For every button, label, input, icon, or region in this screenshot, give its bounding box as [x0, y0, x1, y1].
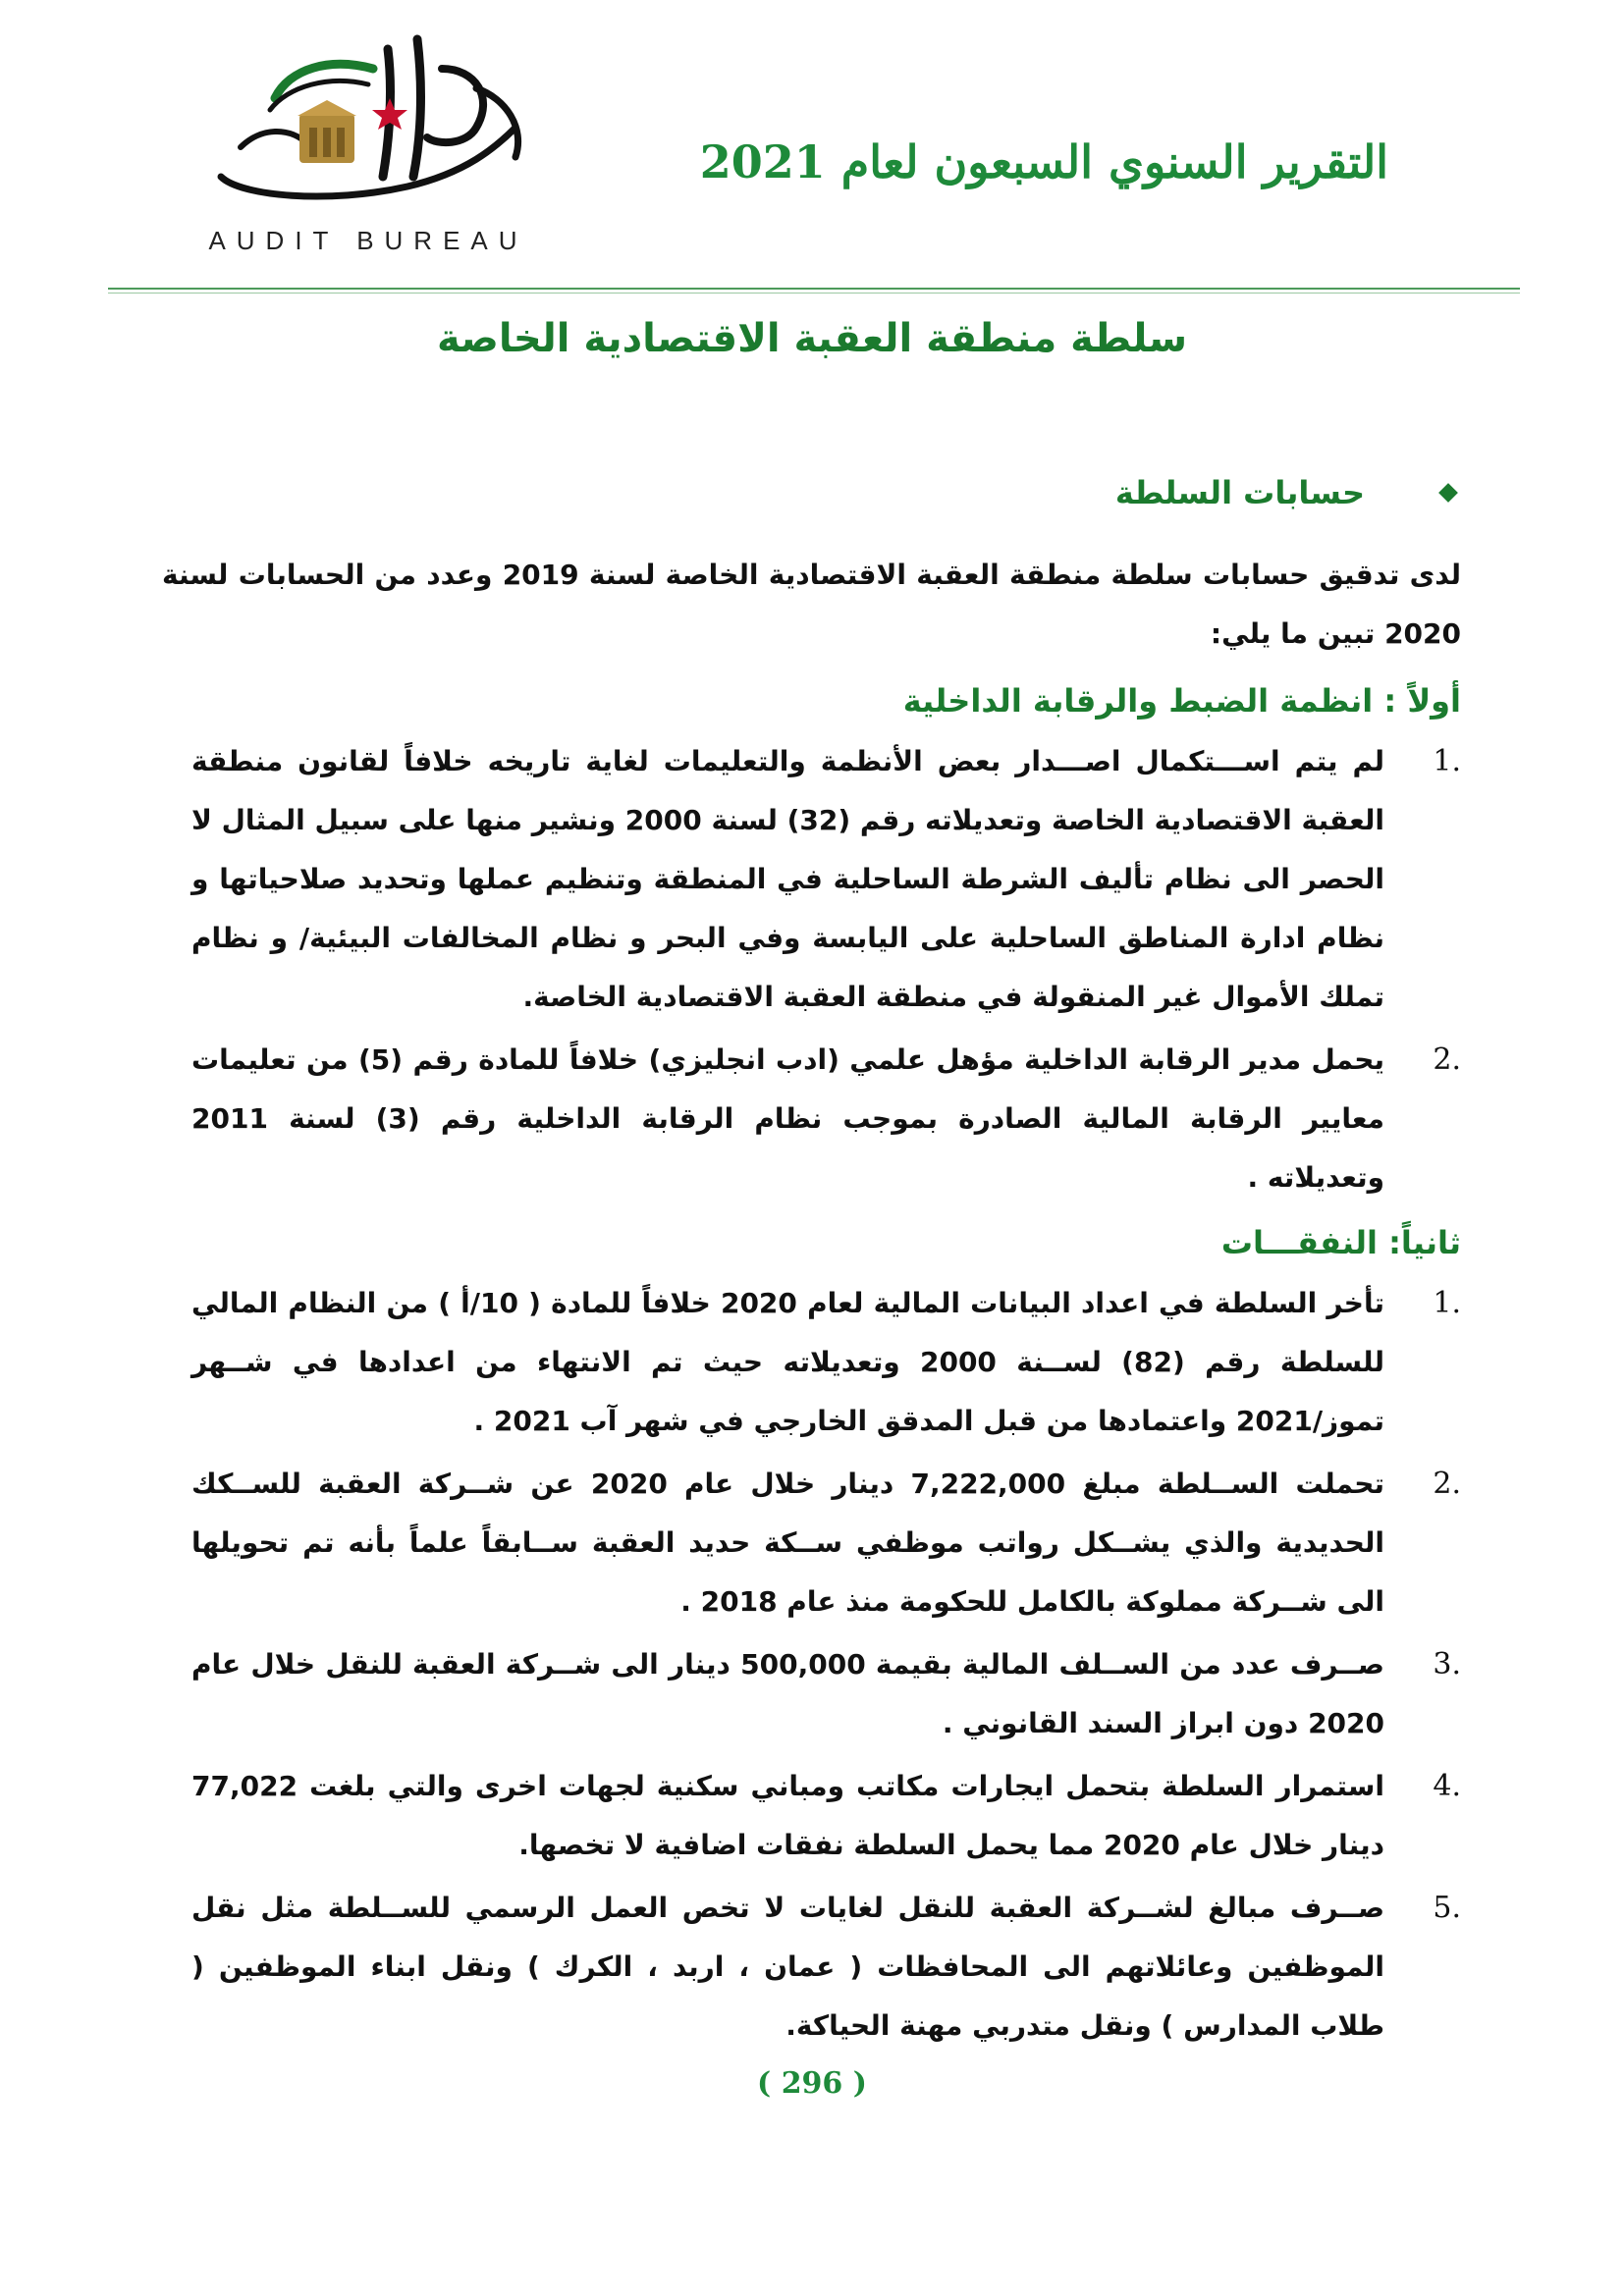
item-text: يحمل مدير الرقابة الداخلية مؤهل علمي (ادب انجليزي) خلافاً للمادة رقم (5) من تعليمات معايير الرقابة المالية الصادرة بموجب نظام الرقابة الداخلية رقم (3) لسنة 2011 وتعديلاته .: [191, 1043, 1384, 1194]
item-number: .2: [1433, 1467, 1461, 1501]
page-title: سلطة منطقة العقبة الاقتصادية الخاصة: [436, 316, 1188, 361]
item-text: صــرف مبالغ لشــركة العقبة للنقل لغايات لا تخص العمل الرسمي للســلطة مثل نقل الموظفين وعائلاتهم الى المحافظات ( عمان ، اربد ، الكرك ) ونقل ابناء الموظفين ( طلاب المدارس ) ونقل متدربي مهنة الحياكة.: [191, 1892, 1384, 2042]
part2-list: [162, 1274, 1461, 2056]
document-body: [162, 461, 1461, 2059]
logo-latin-text: AUDIT BUREAU: [208, 226, 528, 255]
item-text: لم يتم اســـتكمال اصـــدار بعض الأنظمة والتعليمات لغاية تاريخه خلافاً لقانون منطقة العقبة الاقتصادية الخاصة وتعديلاته رقم (32) لسنة 2000 ونشير منها على سبيل المثال لا الحصر الى نظام تأليف الشرطة الساحلية في المنطقة وتنظيم عملها وتحديد صلاحياتها و نظام ادارة المناطق الساحلية على اليابسة وفي البحر و نظام المخالفات البيئية/ و نظام تملك الأموال غير المنقولة في منطقة العقبة الاقتصادية الخاصة.: [191, 745, 1384, 1013]
audit-bureau-logo: [182, 29, 555, 265]
list-item: [162, 1455, 1461, 1631]
list-item: [162, 1274, 1461, 1451]
item-number: .1: [1433, 744, 1461, 778]
header-divider-thin: [108, 293, 1520, 294]
item-number: .2: [1433, 1042, 1461, 1077]
item-number: .1: [1433, 1286, 1461, 1320]
item-text: استمرار السلطة بتحمل ايجارات مكاتب ومباني سكنية لجهات اخرى والتي بلغت 77,022 دينار خلال عام 2020 مما يحمل السلطة نفقات اضافية لا تخصها.: [191, 1770, 1384, 1861]
diamond-bullet-icon: [1438, 483, 1458, 503]
item-text: تأخر السلطة في اعداد البيانات المالية لعام 2020 خلافاً للمادة ( 10/أ ) من النظام المالي للسلطة رقم (82) لســنة 2000 وتعديلاته حيث تم الانتهاء من اعدادها في شــهر تموز/2021 واعتمادها من قبل المدقق الخارجي في شهر آب 2021 .: [191, 1287, 1385, 1437]
part2-heading: ثانياً: النفقـــات: [1220, 1224, 1461, 1261]
list-item: [162, 1757, 1461, 1875]
part1-heading: أولاً : انظمة الضبط والرقابة الداخلية: [902, 682, 1461, 720]
page-number: ( 296 ): [757, 2066, 867, 2101]
item-number: .4: [1433, 1769, 1461, 1803]
list-item: [162, 1879, 1461, 2056]
section-heading: [162, 461, 1455, 524]
item-number: .3: [1433, 1647, 1461, 1682]
item-text: صــرف عدد من الســلف المالية بقيمة 500,000 دينار الى شــركة العقبة للنقل خلال عام 2020 دون ابراز السند القانوني .: [191, 1648, 1384, 1739]
part1-list: [162, 732, 1461, 1207]
list-item: [162, 732, 1461, 1027]
item-text: تحملت الســلطة مبلغ 7,222,000 دينار خلال عام 2020 عن شــركة العقبة للســكك الحديدية والذي يشــكل رواتب موظفي ســكة حديد العقبة ســابقاً علماً بأنه تم تحويلها الى شــركة مملوكة بالكامل للحكومة منذ عام 2018 .: [191, 1468, 1385, 1618]
list-item: [162, 1635, 1461, 1753]
logo-emblem-icon: [182, 29, 555, 226]
section-heading-text: حسابات السلطة: [1114, 474, 1365, 511]
list-item: [162, 1031, 1461, 1207]
item-number: .5: [1433, 1891, 1461, 1925]
header-divider: [108, 288, 1520, 290]
report-title: التقرير السنوي السبعون لعام 2021: [699, 135, 1388, 188]
intro-paragraph: لدى تدقيق حسابات سلطة منطقة العقبة الاقتصادية الخاصة لسنة 2019 وعدد من الحسابات لسنة 2020 تبين ما يلي:: [162, 559, 1461, 650]
